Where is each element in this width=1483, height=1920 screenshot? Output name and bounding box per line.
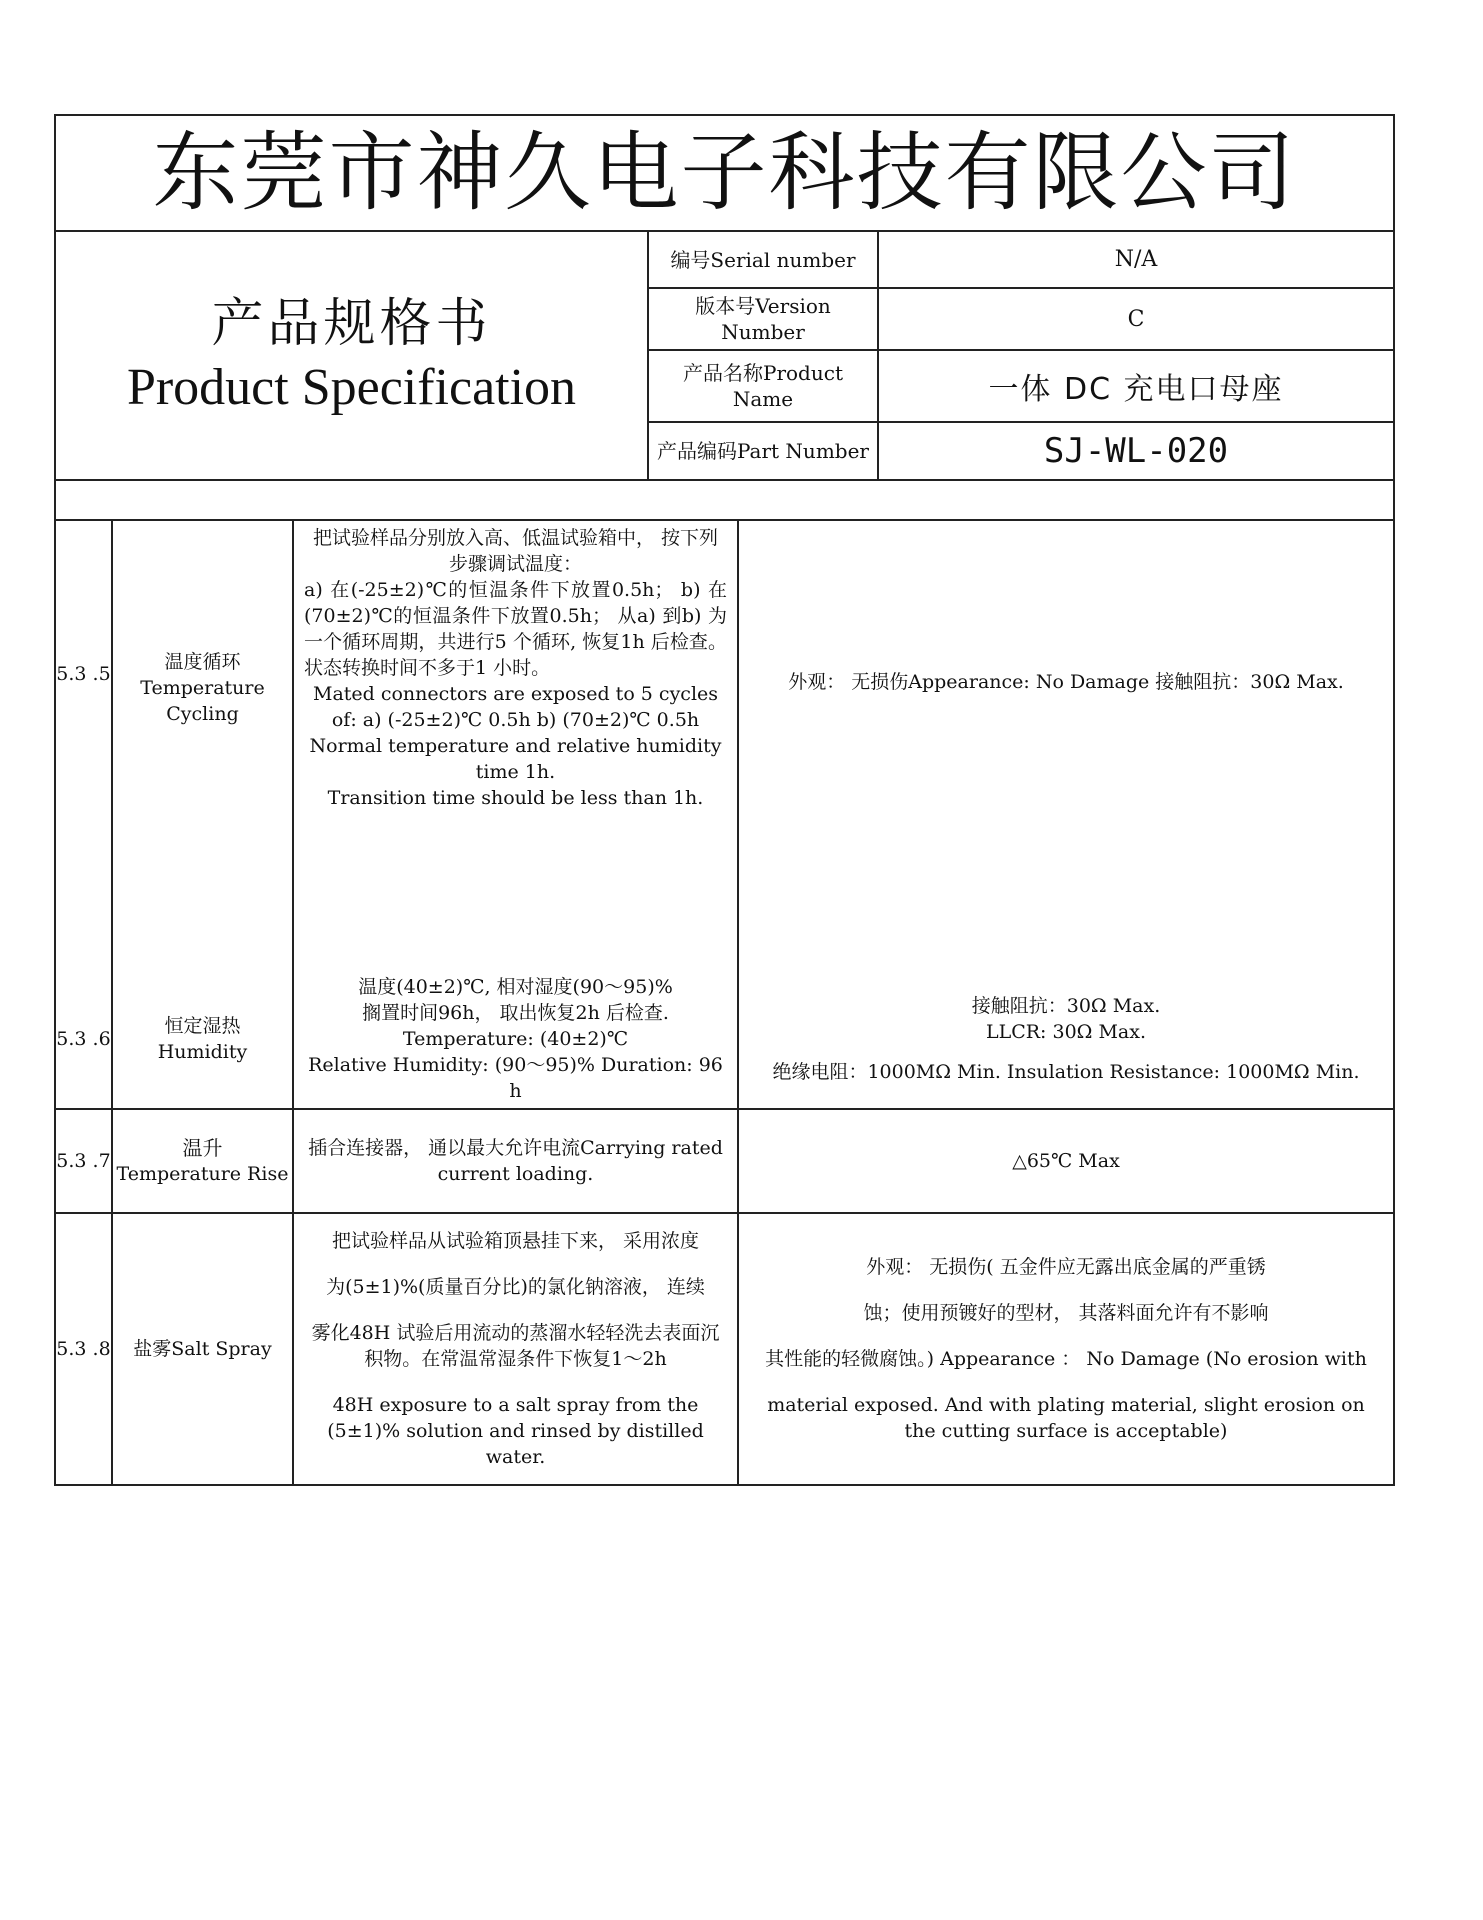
version-number-value: C <box>878 288 1394 350</box>
document-title <box>55 231 648 480</box>
requirement-line: 接触阻抗：30Ω Max. <box>971 995 1161 1017</box>
test-line: Mated connectors are exposed to 5 cycles of: a) (-25±2)℃ 0.5h b) (70±2)℃ 0.5h <box>312 683 719 731</box>
requirement-line: 外观： 无损伤Appearance: No Damage 接触阻抗：30Ω Max. <box>788 671 1344 693</box>
test-line: Normal temperature and relative humidity time 1h. <box>309 735 722 783</box>
test-table <box>54 519 1395 1486</box>
product-name-label: 产品名称Product Name <box>648 350 878 422</box>
test-item-en: Humidity <box>157 1041 248 1063</box>
test-item <box>112 970 293 1109</box>
table-row <box>55 1109 1394 1213</box>
spacer-row <box>55 480 1394 520</box>
test-item-cn: 温升 <box>182 1136 223 1160</box>
title-english: Product Specification <box>126 358 577 416</box>
header-table <box>54 114 1395 521</box>
part-number-value: SJ-WL-020 <box>878 422 1394 480</box>
test-method <box>293 1213 738 1485</box>
product-name-value: 一体 DC 充电口母座 <box>878 350 1394 422</box>
test-item-cn: 盐雾Salt Spray <box>133 1338 272 1360</box>
test-line: 48H exposure to a salt spray from the (5±1)% solution and rinsed by distilled water. <box>327 1394 704 1468</box>
requirement-line: 其性能的轻微腐蚀。) Appearance ： No Damage (No erosion with <box>765 1348 1367 1370</box>
test-line: 搁置时间96h， 取出恢复2h 后检查. <box>362 1002 669 1024</box>
test-line: Transition time should be less than 1h. <box>327 787 704 809</box>
test-line: 雾化48H 试验后用流动的蒸溜水轻轻洗去表面沉积物。在常温常湿条件下恢复1～2h <box>311 1322 720 1370</box>
test-item-en: Temperature Cycling <box>140 677 265 725</box>
spec-sheet <box>54 114 1393 1486</box>
table-row <box>55 970 1394 1109</box>
test-item <box>112 520 293 970</box>
test-line: a) 在(-25±2)℃的恒温条件下放置0.5h； b) 在(70±2)℃的恒温条件下放置0.5h； 从a) 到b) 为一个循环周期，共进行5 个循环, 恢复1h 后检查。状态转换时间不多于1 小时。 <box>304 579 727 679</box>
test-item <box>112 1109 293 1213</box>
test-method <box>293 970 738 1109</box>
test-item-cn: 恒定湿热 <box>164 1015 241 1037</box>
table-row <box>55 1213 1394 1485</box>
test-line: 把试验样品分别放入高、低温试验箱中， 按下列步骤调试温度： <box>312 527 719 575</box>
serial-number-label: 编号Serial number <box>648 231 878 288</box>
requirement-line: LLCR: 30Ω Max. <box>985 1021 1147 1043</box>
test-line: Temperature: (40±2)℃ <box>402 1028 629 1050</box>
test-item <box>112 1213 293 1485</box>
requirement-line: 蚀；使用预镀好的型材， 其落料面允许有不影响 <box>863 1302 1269 1324</box>
part-number-label: 产品编码Part Number <box>648 422 878 480</box>
test-item-en: Temperature Rise <box>116 1163 289 1185</box>
row-number: 5.3 .5 <box>55 520 112 970</box>
test-line: 为(5±1)%(质量百分比)的氯化钠溶液， 连续 <box>326 1276 705 1298</box>
row-number: 5.3 .7 <box>55 1109 112 1213</box>
requirement <box>738 520 1394 970</box>
row-number: 5.3 .8 <box>55 1213 112 1485</box>
title-chinese: 产品规格书 <box>211 293 492 354</box>
test-method <box>293 520 738 970</box>
test-item-cn: 温度循环 <box>164 651 241 673</box>
serial-number-value: N/A <box>878 231 1394 288</box>
version-number-label: 版本号Version Number <box>648 288 878 350</box>
requirement-line: △65℃ Max <box>1012 1150 1120 1172</box>
test-line: 温度(40±2)℃, 相对湿度(90～95)% <box>358 976 673 998</box>
requirement <box>738 970 1394 1109</box>
requirement <box>738 1213 1394 1485</box>
requirement-line: 外观： 无损伤( 五金件应无露出底金属的严重锈 <box>866 1256 1266 1278</box>
row-number: 5.3 .6 <box>55 970 112 1109</box>
company-name: 东莞市神久电子科技有限公司 <box>55 115 1394 231</box>
requirement-line: 绝缘电阻：1000MΩ Min. Insulation Resistance: 1000MΩ Min. <box>772 1061 1360 1083</box>
test-line: 插合连接器， 通以最大允许电流Carrying rated current loading. <box>308 1137 723 1185</box>
test-method <box>293 1109 738 1213</box>
test-line: Relative Humidity: (90～95)% Duration: 96 h <box>308 1054 723 1102</box>
table-row <box>55 520 1394 970</box>
requirement-line: material exposed. And with plating material, slight erosion on the cutting surface is acceptable) <box>767 1394 1365 1442</box>
test-line: 把试验样品从试验箱顶悬挂下来， 采用浓度 <box>331 1230 700 1252</box>
requirement <box>738 1109 1394 1213</box>
